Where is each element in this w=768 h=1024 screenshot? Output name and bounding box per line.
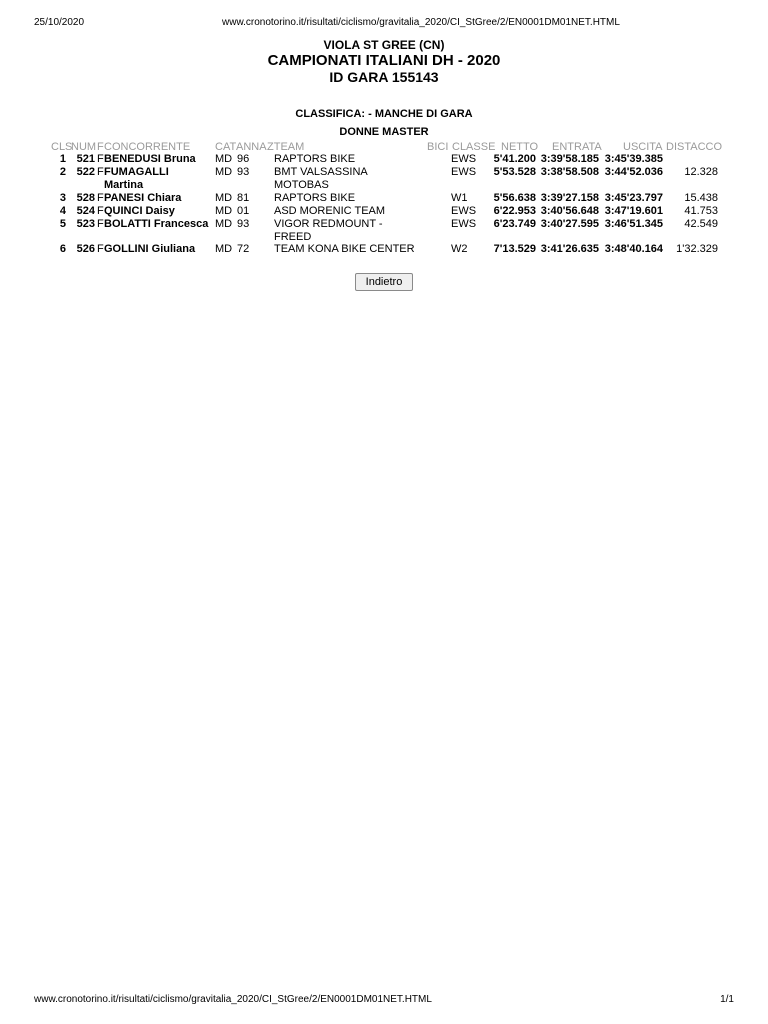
row-sex: F [97,153,104,165]
row-team: ASD MORENIC TEAM [274,205,386,217]
row-num: 528 [76,192,95,204]
row-cat: MD [215,153,233,165]
row-entry: 3:40'56.648 [540,205,599,217]
col-net: NETTO [501,141,539,153]
footer-url: www.cronotorino.it/risultati/ciclismo/gravitalia_2020/CI_StGree/2/EN0001DM01NET.HTML [34,994,432,1005]
row-net: 6'22.953 [493,205,536,217]
row-year: 01 [237,205,250,217]
col-gap: DISTACCO [666,141,723,153]
row-net: 5'56.638 [493,192,536,204]
row-team: TEAM KONA BIKE CENTER [274,243,415,255]
row-exit: 3:45'39.385 [604,153,663,165]
col-num: NUM [71,141,97,153]
row-gap: 12.328 [684,166,718,178]
back-button[interactable]: Indietro [355,273,413,291]
row-year: 93 [237,218,250,230]
col-cat: CAT [215,141,237,153]
row-net: 6'23.749 [493,218,536,230]
row-net: 7'13.529 [493,243,536,255]
col-cls: CLS [51,141,73,153]
race-id: ID GARA 155143 [329,69,439,85]
row-name: PANESI Chiara [104,192,182,204]
page-number: 1/1 [720,994,734,1005]
row-cat: MD [215,192,233,204]
row-gap: 41.753 [684,205,718,217]
event-venue: VIOLA ST GREE (CN) [323,38,445,52]
row-gap: 15.438 [684,192,718,204]
classification-title: CLASSIFICA: - MANCHE DI GARA [295,108,473,120]
row-sex: F [97,192,104,204]
row-name: QUINCI Daisy [104,205,175,217]
row-class: EWS [451,153,477,165]
row-net: 5'41.200 [493,153,536,165]
event-titles [0,38,768,85]
row-net: 5'53.528 [493,166,536,178]
row-cls: 2 [59,166,66,178]
row-team-line2: FREED [274,231,312,243]
col-year: ANNA [236,141,267,153]
row-class: W1 [451,192,468,204]
row-entry: 3:39'27.158 [540,192,599,204]
col-competitor: CONCORRENTE [104,141,191,153]
col-bike: BICI [427,141,449,153]
row-year: 93 [237,166,250,178]
row-cat: MD [215,166,233,178]
row-sex: F [97,243,104,255]
row-gap: 42.549 [684,218,718,230]
row-name: BOLATTI Francesca [104,218,209,230]
row-exit: 3:45'23.797 [604,192,663,204]
row-cls: 6 [59,243,66,255]
row-name: GOLLINI Giuliana [104,243,196,255]
row-sex: F [97,218,104,230]
row-exit: 3:46'51.345 [604,218,663,230]
row-year: 81 [237,192,250,204]
print-url: www.cronotorino.it/risultati/ciclismo/gravitalia_2020/CI_StGree/2/EN0001DM01NET.HTML [222,17,620,28]
row-sex: F [97,166,104,178]
row-num: 521 [76,153,95,165]
row-exit: 3:44'52.036 [604,166,663,178]
row-num: 522 [76,166,95,178]
row-team: VIGOR REDMOUNT - [274,218,383,230]
category-title: DONNE MASTER [339,126,429,138]
row-cat: MD [215,205,233,217]
row-team: BMT VALSASSINA [274,166,368,178]
row-cls: 5 [59,218,66,230]
col-entry: ENTRATA [552,141,602,153]
row-cat: MD [215,218,233,230]
print-date: 25/10/2020 [34,17,85,28]
row-team: RAPTORS BIKE [274,153,356,165]
col-sex: F [97,141,104,153]
row-cls: 1 [59,153,66,165]
row-exit: 3:47'19.601 [604,205,663,217]
row-num: 523 [76,218,95,230]
row-entry: 3:39'58.185 [540,153,599,165]
row-entry: 3:41'26.635 [540,243,599,255]
event-title: CAMPIONATI ITALIANI DH - 2020 [267,52,501,69]
row-entry: 3:38'58.508 [540,166,599,178]
row-name-line2: Martina [104,179,144,191]
row-name: BENEDUSI Bruna [104,153,196,165]
col-team: ZTEAM [267,141,305,153]
row-gap: 1'32.329 [676,243,718,255]
row-team: RAPTORS BIKE [274,192,356,204]
row-sex: F [97,205,104,217]
col-exit: USCITA [623,141,663,153]
row-class: EWS [451,218,477,230]
row-exit: 3:48'40.164 [604,243,663,255]
row-cls: 3 [59,192,66,204]
row-class: W2 [451,243,468,255]
row-team-line2: MOTOBAS [274,179,329,191]
row-class: EWS [451,205,477,217]
row-cat: MD [215,243,233,255]
row-year: 96 [237,153,250,165]
col-class: CLASSE [452,141,496,153]
row-num: 526 [76,243,95,255]
row-class: EWS [451,166,477,178]
row-year: 72 [237,243,250,255]
row-cls: 4 [59,205,66,217]
row-name: FUMAGALLI [104,166,169,178]
row-entry: 3:40'27.595 [540,218,599,230]
row-num: 524 [76,205,95,217]
